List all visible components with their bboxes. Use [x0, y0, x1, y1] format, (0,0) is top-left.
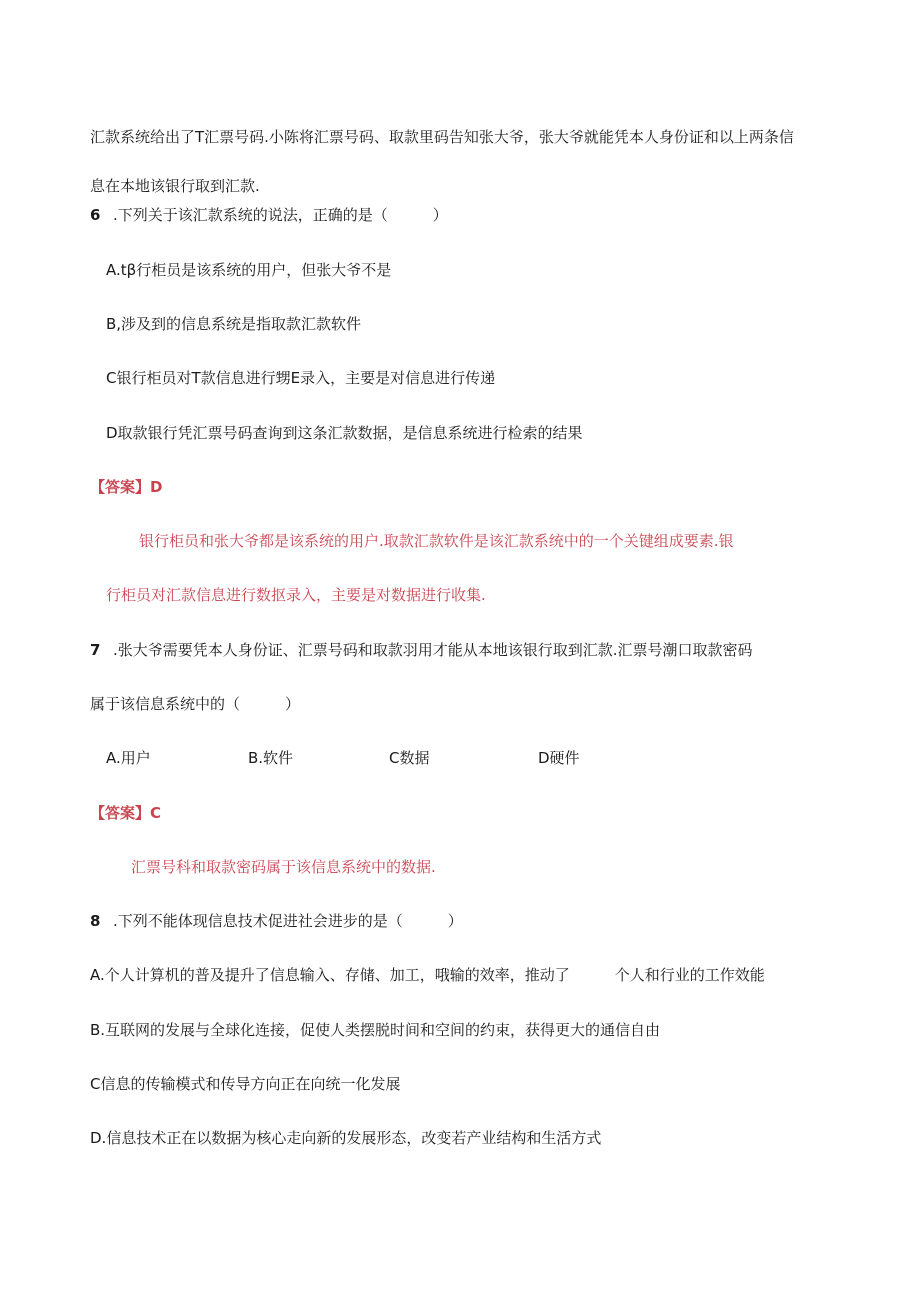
question-6-explanation-1: 银行柜员和张大爷都是该系统的用户.取款汇款软件是该汇款系统中的一个关键组成要素.银	[139, 532, 734, 550]
question-8-option-c: C信息的传输模式和传导方向正在向统一化发展	[90, 1075, 401, 1093]
question-8-number: 8	[90, 912, 101, 930]
question-6-answer: 【答案】D	[90, 478, 163, 496]
question-7-explanation: 汇票号科和取款密码属于该信息系统中的数据.	[131, 858, 436, 876]
question-8-option-b: B.互联网的发展与全球化连接，促使人类摆脱时间和空间的约束，获得更大的通信自由	[90, 1021, 661, 1039]
question-7-stem-2: 属于该信息系统中的（ ）	[90, 695, 301, 713]
question-8-option-d: D.信息技术正在以数据为核心走向新的发展形态，改变若产业结构和生活方式	[90, 1129, 602, 1147]
question-6-explanation-2: 行柜员对汇款信息进行数抠录入，主要是对数据进行收集.	[106, 586, 486, 604]
question-7-option-c: C数据	[389, 749, 430, 767]
question-7-option-b: B.软件	[248, 749, 294, 767]
question-7-option-a: A.用户	[106, 749, 151, 767]
question-6-stem: .下列关于该汇款系统的说法，正确的是（ ）	[113, 206, 448, 224]
question-6-option-d: D取款银行凭汇票号码查询到这条汇款数据，是信息系统进行检索的结果	[106, 424, 583, 442]
intro-line-1: 汇款系统给出了T汇票号码.小陈将汇票号码、取款里码告知张大爷，张大爷就能凭本人身份证和以上两条信	[90, 128, 794, 146]
question-6-number: 6	[90, 206, 101, 224]
question-6-option-b: B,涉及到的信息系统是指取款汇款软件	[106, 315, 362, 333]
question-8-stem: .下列不能体现信息技术促进社会进步的是（ ）	[113, 912, 463, 930]
question-8-option-a: A.个人计算机的普及提升了信息输入、存储、加工，哦输的效率，推动了 个人和行业的工作效能	[90, 966, 765, 984]
question-7-stem-1: .张大爷需要凭本人身份证、汇票号码和取款羽用才能从本地该银行取到汇款.汇票号潮口取款密码	[113, 641, 753, 659]
question-7-answer: 【答案】C	[90, 804, 162, 822]
question-7-option-d: D硬件	[538, 749, 580, 767]
question-6-option-c: C银行柜员对T款信息进行甥E录入，主要是对信息进行传递	[106, 369, 496, 387]
question-7-number: 7	[90, 641, 101, 659]
intro-line-2: 息在本地该银行取到汇款.	[90, 177, 260, 195]
question-6-option-a: A.tβ行柜员是该系统的用户，但张大爷不是	[106, 261, 392, 279]
